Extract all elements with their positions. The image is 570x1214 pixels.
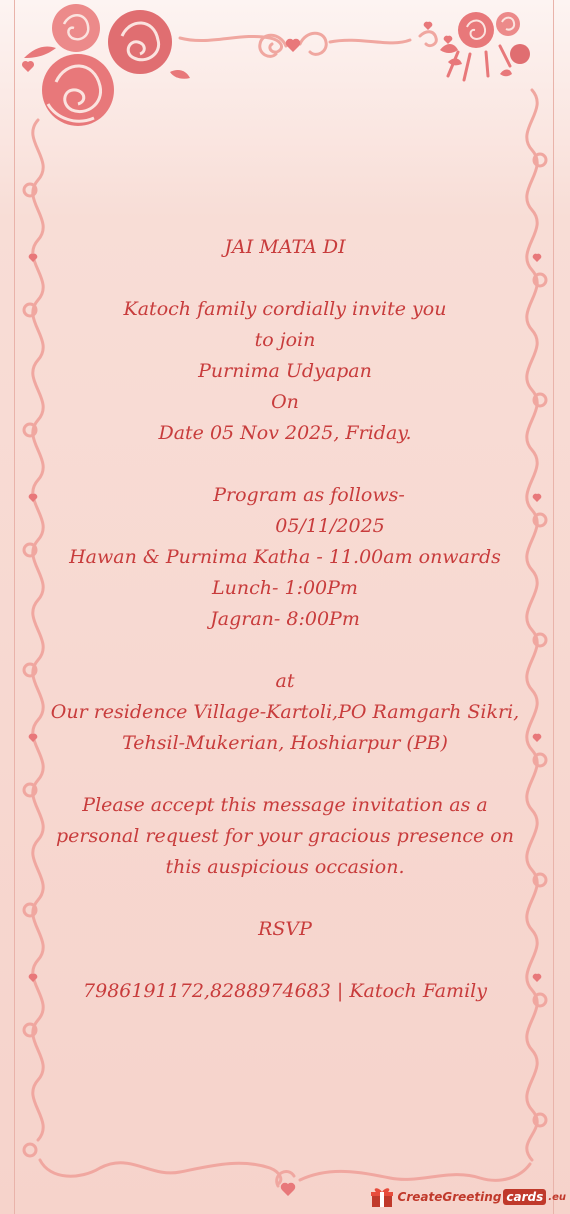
rose-cluster-top-left <box>24 4 190 126</box>
program-heading: Program as follows- <box>213 484 405 506</box>
watermark[interactable] <box>370 1186 566 1208</box>
heart-scroll-top <box>180 32 436 57</box>
scroll-border-bottom <box>40 1160 530 1186</box>
heading: JAI MATA DI <box>224 236 346 258</box>
watermark-text-2: cards <box>503 1189 546 1205</box>
address-line-1: Our residence Village-Kartoli,PO Ramgarh Sikri, <box>50 701 520 723</box>
invitation-text-block <box>30 232 540 1007</box>
event-name: Purnima Udyapan <box>198 360 372 382</box>
bottom-hearts <box>281 1183 295 1196</box>
program-item-3: Jagran- 8:00Pm <box>210 608 360 630</box>
watermark-text-3: .eu <box>548 1191 566 1203</box>
message-line-3: this auspicious occasion. <box>165 856 405 878</box>
rose-bouquet-top-right <box>424 12 530 80</box>
program-item-2: Lunch- 1:00Pm <box>212 577 358 599</box>
program-date: 05/11/2025 <box>275 515 385 537</box>
date-line: Date 05 Nov 2025, Friday. <box>158 422 412 444</box>
address-line-2: Tehsil-Mukerian, Hoshiarpur (PB) <box>122 732 448 754</box>
gift-icon <box>370 1186 394 1208</box>
watermark-text-1: CreateGreeting <box>397 1190 502 1204</box>
contact-line: 7986191172,8288974683 | Katoch Family <box>83 980 487 1002</box>
invite-line-1: Katoch family cordially invite you <box>123 298 447 320</box>
invite-line-2: to join <box>254 329 316 351</box>
message-line-2: personal request for your gracious presence on <box>56 825 514 847</box>
on-label: On <box>271 391 299 413</box>
message-line-1: Please accept this message invitation as a <box>82 794 488 816</box>
rsvp-label: RSVP <box>258 918 312 940</box>
program-item-1: Hawan & Purnima Katha - 11.00am onwards <box>69 546 501 568</box>
at-label: at <box>275 670 295 692</box>
